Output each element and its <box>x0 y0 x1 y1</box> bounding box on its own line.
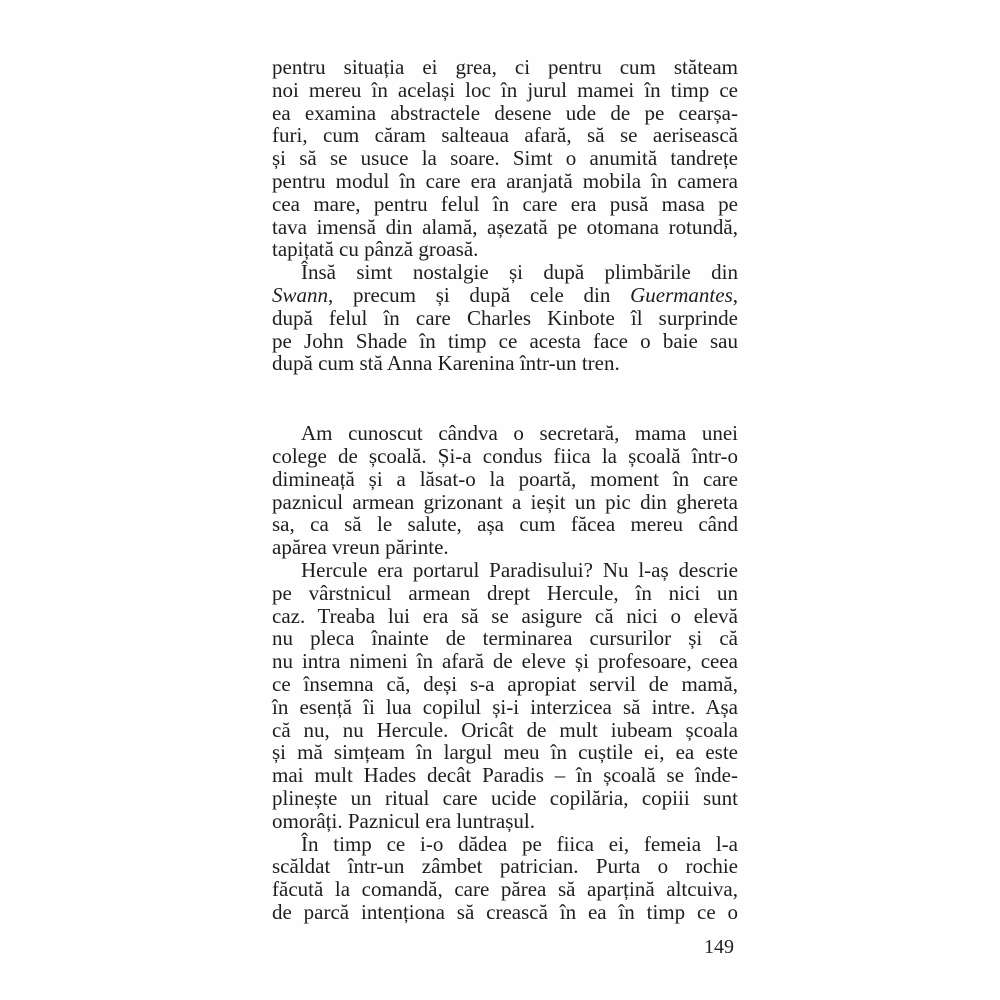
text-line <box>272 627 738 650</box>
text-run: paznicul armean grizonant a ieșit un pic din ghereta <box>272 489 738 514</box>
text-run: nu intra nimeni în afară de eleve și profesoare, ceea <box>272 649 738 674</box>
text-line <box>272 559 738 582</box>
text-line <box>272 833 738 856</box>
text-run: dimineață și a lăsat-o la poartă, moment în care <box>272 466 738 491</box>
text-line <box>272 901 738 924</box>
text-line <box>272 536 738 559</box>
text-line <box>272 741 738 764</box>
text-run: pe vârstnicul armean drept Hercule, în nici un <box>272 580 738 605</box>
text-run: apărea vreun părinte. <box>272 535 449 560</box>
text-section <box>272 56 738 375</box>
text-line <box>272 170 738 193</box>
text-line <box>272 352 738 375</box>
text-run: după cum stă Anna Karenina într-un tren. <box>272 351 620 376</box>
text-run: pentru situația ei grea, ci pentru cum stăteam <box>272 55 738 79</box>
paragraph <box>272 559 738 833</box>
text-line <box>272 330 738 353</box>
paragraph <box>272 833 738 924</box>
text-run: mai mult Hades decât Paradis – în școală se înde- <box>272 763 738 788</box>
text-run: în esență îi lua copilul și-i interzicea să intre. Așa <box>272 694 738 719</box>
text-run: că nu, nu Hercule. Oricât de mult iubeam școala <box>272 717 738 742</box>
text-run: tapițată cu pânză groasă. <box>272 237 479 262</box>
text-line <box>272 147 738 170</box>
text-run: tava imensă din alamă, așezată pe otomana rotundă, <box>272 214 738 239</box>
text-run: omorâți. Paznicul era luntrașul. <box>272 808 536 833</box>
text-line <box>272 422 738 445</box>
text-run: colege de școală. Și-a condus fiica la școală într-o <box>272 443 738 468</box>
text-line <box>272 216 738 239</box>
text-run: Hercule era portarul Paradisului? Nu l-aș descrie <box>301 557 738 582</box>
text-run: ea examina abstractele desene ude de pe cearșa- <box>272 100 738 125</box>
text-line <box>272 102 738 125</box>
text-line <box>272 810 738 833</box>
text-line <box>272 719 738 742</box>
text-run: pe John Shade în timp ce acesta face o baie sau <box>272 328 738 353</box>
text-line <box>272 605 738 628</box>
text-run: noi mereu în același loc în jurul mamei în timp ce <box>272 77 738 102</box>
text-block <box>272 56 738 924</box>
text-line <box>272 673 738 696</box>
text-run: caz. Treaba lui era să se asigure că nici o elevă <box>272 603 738 628</box>
section-break <box>272 375 738 422</box>
text-run: plinește un ritual care ucide copilăria, copiii sunt <box>272 785 738 810</box>
text-run: și mă simțeam în largul meu în cuștile ei, ea este <box>272 740 738 765</box>
text-line <box>272 124 738 147</box>
text-line <box>272 696 738 719</box>
text-line <box>272 193 738 216</box>
text-run: , <box>732 282 738 307</box>
text-line <box>272 468 738 491</box>
text-run: de parcă intenționa să crească în ea în timp ce o <box>272 899 738 924</box>
text-line <box>272 284 738 307</box>
text-line <box>272 787 738 810</box>
text-line <box>272 650 738 673</box>
paragraph <box>272 56 738 261</box>
text-run: sa, ca să le salute, așa cum făcea mereu când <box>272 512 738 537</box>
text-line <box>272 261 738 284</box>
page-number: 149 <box>704 936 734 958</box>
text-line <box>272 56 738 79</box>
text-run: Însă simt nostalgie și după plimbările din <box>301 260 738 285</box>
text-line <box>272 878 738 901</box>
text-run: scăldat într-un zâmbet patrician. Purta o rochie <box>272 854 738 879</box>
text-run: , precum și după cele din <box>328 282 631 307</box>
text-run: după felul în care Charles Kinbote îl surprinde <box>272 305 738 330</box>
text-line <box>272 79 738 102</box>
text-line <box>272 238 738 261</box>
text-run: pentru modul în care era aranjată mobila în camera <box>272 168 738 193</box>
text-run: ce însemna că, deși s-a apropiat servil de mamă, <box>272 671 738 696</box>
text-run: nu pleca înainte de terminarea cursurilor și că <box>272 626 738 651</box>
text-run: În timp ce i-o dădea pe fiica ei, femeia l-a <box>301 831 738 856</box>
text-line <box>272 855 738 878</box>
text-run: și să se usuce la soare. Simt o anumită tandrețe <box>272 146 738 171</box>
text-line <box>272 445 738 468</box>
text-run: făcută la comandă, care părea să aparțină altcuiva, <box>272 877 738 902</box>
text-line <box>272 307 738 330</box>
italic-book-title: Swann <box>272 282 329 307</box>
text-run: Am cunoscut cândva o secretară, mama unei <box>301 421 738 446</box>
italic-book-title: Guermantes <box>630 282 733 307</box>
text-run: cea mare, pentru felul în care era pusă masa pe <box>272 191 738 216</box>
text-run: furi, cum căram salteaua afară, să se aerisească <box>272 123 738 148</box>
text-line <box>272 764 738 787</box>
text-section <box>272 422 738 924</box>
text-line <box>272 513 738 536</box>
paragraph <box>272 261 738 375</box>
paragraph <box>272 422 738 559</box>
text-line <box>272 491 738 514</box>
text-line <box>272 582 738 605</box>
